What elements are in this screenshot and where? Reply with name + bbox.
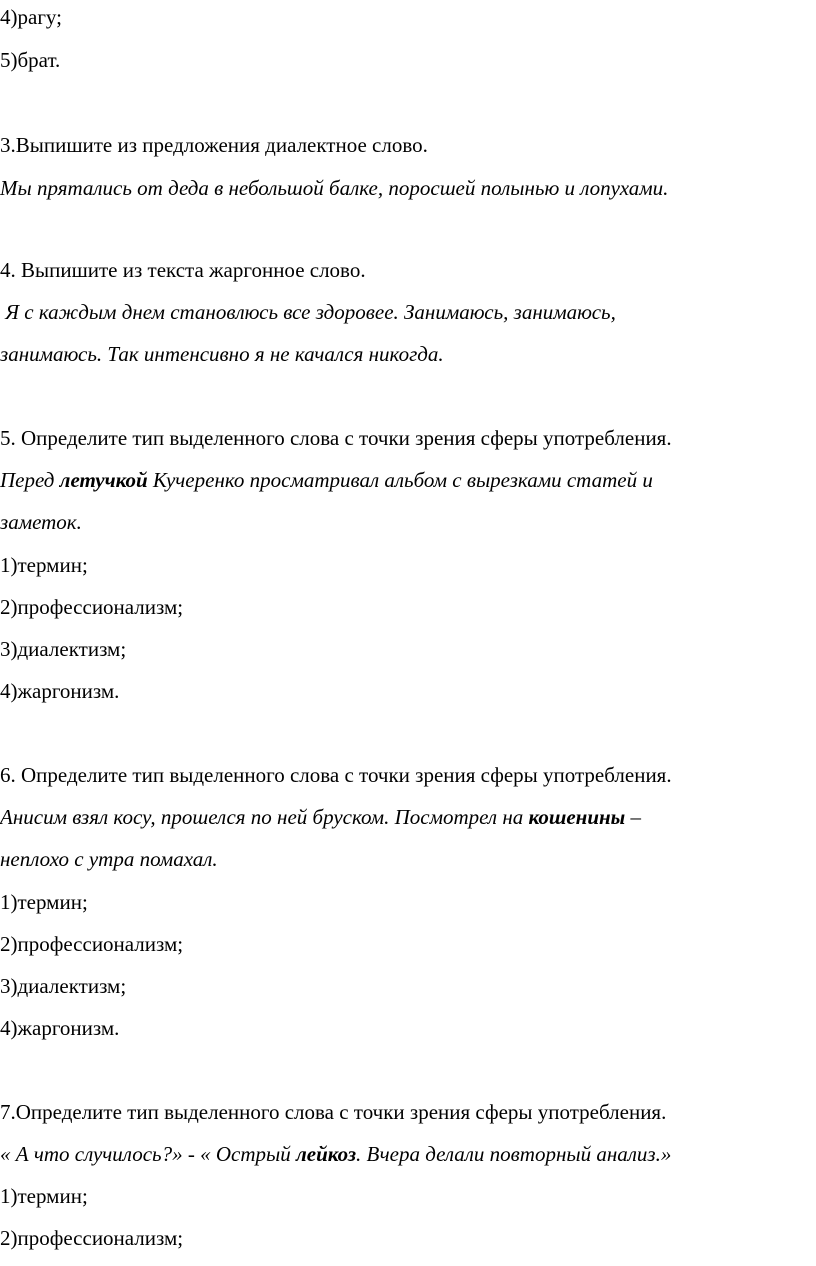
option-item: 4)жаргонизм. bbox=[0, 1016, 120, 1040]
question-prompt: 3.Выпишите из предложения диалектное слово. bbox=[0, 133, 428, 157]
question-text: неплохо с утра помахал. bbox=[0, 847, 218, 871]
option-item: 1)термин; bbox=[0, 1184, 88, 1208]
highlighted-word: летучкой bbox=[59, 468, 148, 492]
question-text bbox=[0, 1142, 671, 1166]
question-prompt: 7.Определите тип выделенного слова с точки зрения сферы употребления. bbox=[0, 1100, 667, 1124]
option-item: 3)диалектизм; bbox=[0, 974, 127, 998]
option-item: 4)жаргонизм. bbox=[0, 679, 120, 703]
text-segment: . Вчера делали повторный анализ.» bbox=[356, 1142, 672, 1166]
highlighted-word: лейкоз bbox=[295, 1142, 357, 1166]
option-item: 2)профессионализм; bbox=[0, 595, 184, 619]
question-prompt: 6. Определите тип выделенного слова с точки зрения сферы употребления. bbox=[0, 763, 672, 787]
option-item: 3)диалектизм; bbox=[0, 637, 127, 661]
text-segment: « А что случилось?» - « Острый bbox=[0, 1142, 296, 1166]
question-text: Мы прятались от деда в небольшой балке, поросшей полынью и лопухами. bbox=[0, 176, 669, 200]
question-text bbox=[0, 468, 653, 492]
option-item: 1)термин; bbox=[0, 890, 88, 914]
option-item: 2)профессионализм; bbox=[0, 932, 184, 956]
text-segment: Анисим взял косу, прошелся по ней бруском. Посмотрел на bbox=[0, 805, 529, 829]
highlighted-word: кошенины bbox=[528, 805, 626, 829]
option-item: 4)рагу; bbox=[0, 5, 62, 29]
question-text: Я с каждым днем становлюсь все здоровее. Занимаюсь, занимаюсь, bbox=[0, 300, 616, 324]
question-prompt: 5. Определите тип выделенного слова с точки зрения сферы употребления. bbox=[0, 426, 672, 450]
text-segment: Кучеренко просматривал альбом с вырезками статей и bbox=[147, 468, 653, 492]
question-text: занимаюсь. Так интенсивно я не качался никогда. bbox=[0, 342, 444, 366]
question-text: заметок. bbox=[0, 510, 82, 534]
question-prompt: 4. Выпишите из текста жаргонное слово. bbox=[0, 258, 366, 282]
question-text bbox=[0, 805, 641, 829]
text-segment: Перед bbox=[0, 468, 60, 492]
option-item: 2)профессионализм; bbox=[0, 1226, 184, 1250]
option-item: 5)брат. bbox=[0, 48, 61, 72]
option-item: 1)термин; bbox=[0, 553, 88, 577]
text-segment: – bbox=[625, 805, 641, 829]
